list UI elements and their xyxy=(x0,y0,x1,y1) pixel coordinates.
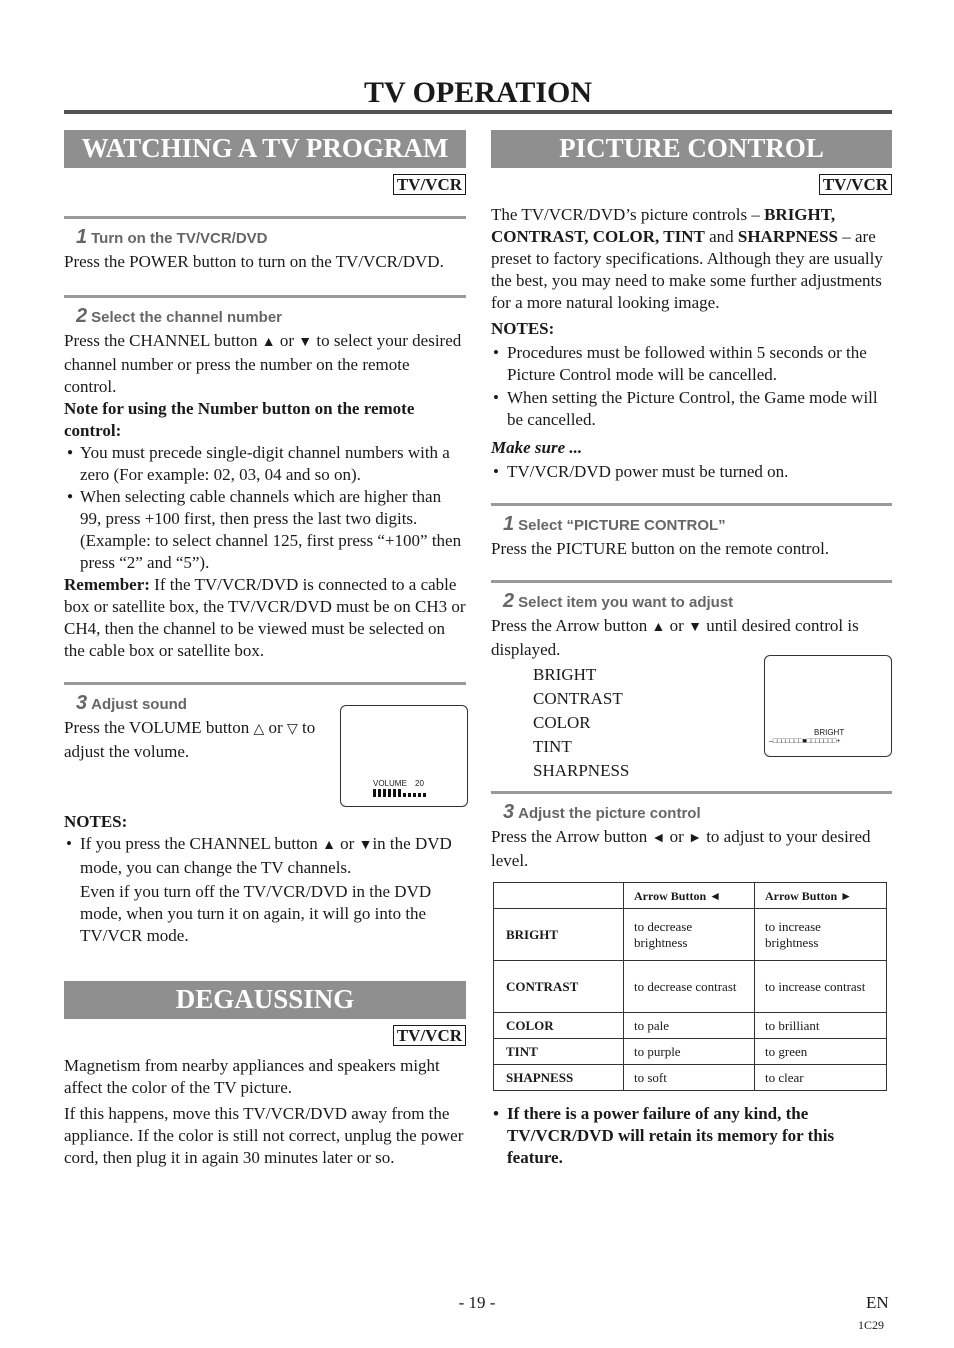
notes-heading: NOTES: xyxy=(64,812,128,831)
step-heading xyxy=(491,506,892,538)
volume-segment xyxy=(418,793,421,797)
table-cell: to soft xyxy=(624,1065,755,1091)
remember-label: Remember: xyxy=(64,575,150,594)
step-heading xyxy=(491,794,892,826)
text-part: or xyxy=(665,616,689,635)
table-cell: to brilliant xyxy=(755,1013,887,1039)
text-part: or xyxy=(275,331,299,350)
badge-row xyxy=(64,168,466,198)
table-cell: to decrease contrast xyxy=(624,961,755,1013)
volume-value: 20 xyxy=(415,779,424,788)
text-part: Press the VOLUME button xyxy=(64,718,254,737)
watching-banner: WATCHING A TV PROGRAM xyxy=(64,130,466,168)
table-cell: to clear xyxy=(755,1065,887,1091)
volume-segment xyxy=(378,789,381,797)
make-sure-list xyxy=(491,461,892,483)
degauss-text: Magnetism from nearby appliances and speakers might affect the color of the TV picture. xyxy=(64,1056,440,1097)
table-cell: to green xyxy=(755,1039,887,1065)
table-cell: to increase brightness xyxy=(755,909,887,961)
table-row xyxy=(494,961,887,1013)
degauss-text: If this happens, move this TV/VCR/DVD away from the appliance. If the color is still not correct, unplug the power cord, then plug it in again 30 minutes later or so. xyxy=(64,1104,464,1167)
text-part: to adjust to your desired level. xyxy=(491,827,871,870)
text-part: or xyxy=(335,834,359,853)
make-sure-heading: Make sure ... xyxy=(491,438,583,457)
badge-row xyxy=(491,168,892,198)
step-title: Select the channel number xyxy=(91,309,283,326)
step-title: Select “PICTURE CONTROL” xyxy=(518,517,726,534)
up-outline-arrow-icon: △ xyxy=(253,722,265,737)
left-column xyxy=(64,130,466,1169)
list-item: ● When selecting cable channels which are higher than 99, press +100 first, then press the last two digits. (Example: to select channel 125, first press “+100” then press “2” and “5”). xyxy=(64,486,466,574)
picture-control-banner: PICTURE CONTROL xyxy=(491,130,892,168)
table-header xyxy=(494,883,624,909)
bright-screen xyxy=(764,655,892,757)
list-item xyxy=(64,833,466,879)
page-number: - 19 - xyxy=(458,1293,496,1312)
up-arrow-icon: ▲ xyxy=(651,620,666,635)
step-heading xyxy=(64,219,466,251)
list-item: ● You must precede single-digit channel numbers with a zero (For example: 02, 03, 04 and so on). xyxy=(64,442,466,486)
list-item: • When setting the Picture Control, the Game mode will be cancelled. xyxy=(491,387,892,431)
bright-label: BRIGHT xyxy=(814,728,845,737)
volume-label: VOLUME xyxy=(373,779,407,788)
final-note-list xyxy=(491,1103,892,1169)
text-part: If you press the CHANNEL button xyxy=(80,834,323,853)
step-number: 1 xyxy=(503,513,515,535)
document-code: 1C29 xyxy=(858,1318,885,1332)
right-column xyxy=(491,130,892,1169)
table-cell: to decrease brightness xyxy=(624,909,755,961)
tvvcr-badge: TV/VCR xyxy=(393,174,466,195)
table-cell: to pale xyxy=(624,1013,755,1039)
note-heading: Note for using the Number button on the remote control: xyxy=(64,399,415,440)
volume-screen xyxy=(340,705,468,807)
volume-segment xyxy=(408,793,411,797)
text-part: – are preset to factory specifications. Although they are usually the best, you may need to make some further adjustments for a more natural looking image. xyxy=(491,227,883,312)
step3-block xyxy=(64,685,466,807)
text-part: to adjust the volume. xyxy=(64,718,316,761)
table-cell: COLOR xyxy=(494,1013,624,1039)
step-title: Select item you want to adjust xyxy=(518,594,734,611)
down-arrow-icon: ▼ xyxy=(688,620,702,635)
text-part: or xyxy=(665,827,689,846)
note-list xyxy=(64,442,466,574)
title-rule xyxy=(64,110,892,114)
text-part: BRIGHT, CONTRAST, COLOR, TINT xyxy=(491,205,836,246)
table-cell: to purple xyxy=(624,1039,755,1065)
volume-segment xyxy=(413,793,416,797)
notes-continued: Even if you turn off the TV/VCR/DVD in the DVD mode, when you turn it on again, it will go into the TV/VCR mode. xyxy=(80,882,432,945)
intro-text xyxy=(491,204,892,314)
control-item: TINT xyxy=(533,737,572,756)
list-item: • Procedures must be followed within 5 seconds or the Picture Control mode will be cancelled. xyxy=(491,342,892,386)
text-part: or xyxy=(264,718,287,737)
remember-text xyxy=(64,574,466,662)
down-outline-arrow-icon: ▽ xyxy=(286,722,298,737)
text-part: SHARPNESS xyxy=(737,227,838,246)
text-part: to select your desired channel number or press the number on the remote control. xyxy=(64,331,462,396)
step-number: 3 xyxy=(503,801,515,823)
table-row xyxy=(494,1039,887,1065)
left-arrow-icon: ◄ xyxy=(651,831,666,846)
control-item: SHARPNESS xyxy=(533,761,630,780)
text-part: Press the Arrow button xyxy=(491,827,652,846)
table-cell: SHAPNESS xyxy=(494,1065,624,1091)
tvvcr-badge: TV/VCR xyxy=(393,1025,466,1046)
degaussing-banner: DEGAUSSING xyxy=(64,981,466,1019)
badge-row xyxy=(64,1019,466,1049)
step-text xyxy=(64,717,334,763)
step-title: Adjust the picture control xyxy=(518,805,701,822)
notes-heading: NOTES: xyxy=(491,319,555,338)
list-item: • If there is a power failure of any kind, the TV/VCR/DVD will retain its memory for this feature. xyxy=(491,1103,892,1169)
volume-segment xyxy=(393,789,396,797)
language-code: EN xyxy=(866,1293,889,1312)
table-header-row xyxy=(494,883,887,909)
volume-bar xyxy=(373,789,426,797)
bright-bar: –□□□□□□□■□□□□□□□+ xyxy=(769,738,841,745)
tvvcr-badge: TV/VCR xyxy=(819,174,892,195)
text-part: If the TV/VCR/DVD is connected to a cable box or satellite box, the TV/VCR/DVD must be on CH3 or CH4, then the channel to be viewed must be selected on the cable box or satellite box. xyxy=(64,575,466,660)
step-text xyxy=(64,330,466,398)
volume-segment xyxy=(398,789,401,797)
step-text: Press the POWER button to turn on the TV/VCR/DVD. xyxy=(64,252,444,271)
step-text: Press the PICTURE button on the remote control. xyxy=(491,539,830,558)
table-cell: TINT xyxy=(494,1039,624,1065)
table-row xyxy=(494,1013,887,1039)
list-item: • TV/VCR/DVD power must be turned on. xyxy=(491,461,892,483)
volume-segment xyxy=(388,789,391,797)
step-text xyxy=(491,826,892,872)
up-arrow-icon: ▲ xyxy=(261,335,276,350)
text-part: and xyxy=(704,227,738,246)
table-cell: to increase contrast xyxy=(755,961,887,1013)
step-title: Adjust sound xyxy=(91,696,187,713)
text-part: The TV/VCR/DVD’s picture controls – xyxy=(491,205,765,224)
table-cell: CONTRAST xyxy=(494,961,624,1013)
text-part: in the DVD mode, you can change the TV channels. xyxy=(80,834,452,877)
volume-segment xyxy=(383,789,386,797)
down-arrow-icon: ▼ xyxy=(358,838,373,853)
control-table xyxy=(493,882,887,1091)
volume-segment xyxy=(403,793,406,797)
step-heading xyxy=(64,298,466,330)
up-arrow-icon: ▲ xyxy=(322,838,336,853)
step-number: 2 xyxy=(503,590,515,612)
table-cell: BRIGHT xyxy=(494,909,624,961)
step-heading xyxy=(491,583,892,615)
notes-list xyxy=(64,833,466,879)
page-title: TV OPERATION xyxy=(363,76,593,109)
right-arrow-icon: ► xyxy=(688,831,702,846)
step-number: 3 xyxy=(76,692,88,714)
table-header: Arrow Button ◄ xyxy=(624,883,755,909)
step-number: 1 xyxy=(76,226,88,248)
control-item: COLOR xyxy=(533,713,591,732)
text-part: until desired control is displayed. xyxy=(491,616,859,659)
volume-segment xyxy=(423,793,426,797)
down-arrow-icon: ▼ xyxy=(298,335,313,350)
control-item: BRIGHT xyxy=(533,665,597,684)
text-part: Press the Arrow button xyxy=(491,616,652,635)
table-header: Arrow Button ► xyxy=(755,883,887,909)
text-part: Press the CHANNEL button xyxy=(64,331,262,350)
control-list-block xyxy=(491,663,892,791)
step-number: 2 xyxy=(76,305,88,327)
step-title: Turn on the TV/VCR/DVD xyxy=(91,230,268,247)
volume-segment xyxy=(373,789,376,797)
notes-list xyxy=(491,342,892,431)
table-row xyxy=(494,1065,887,1091)
control-item: CONTRAST xyxy=(533,689,623,708)
table-row xyxy=(494,909,887,961)
